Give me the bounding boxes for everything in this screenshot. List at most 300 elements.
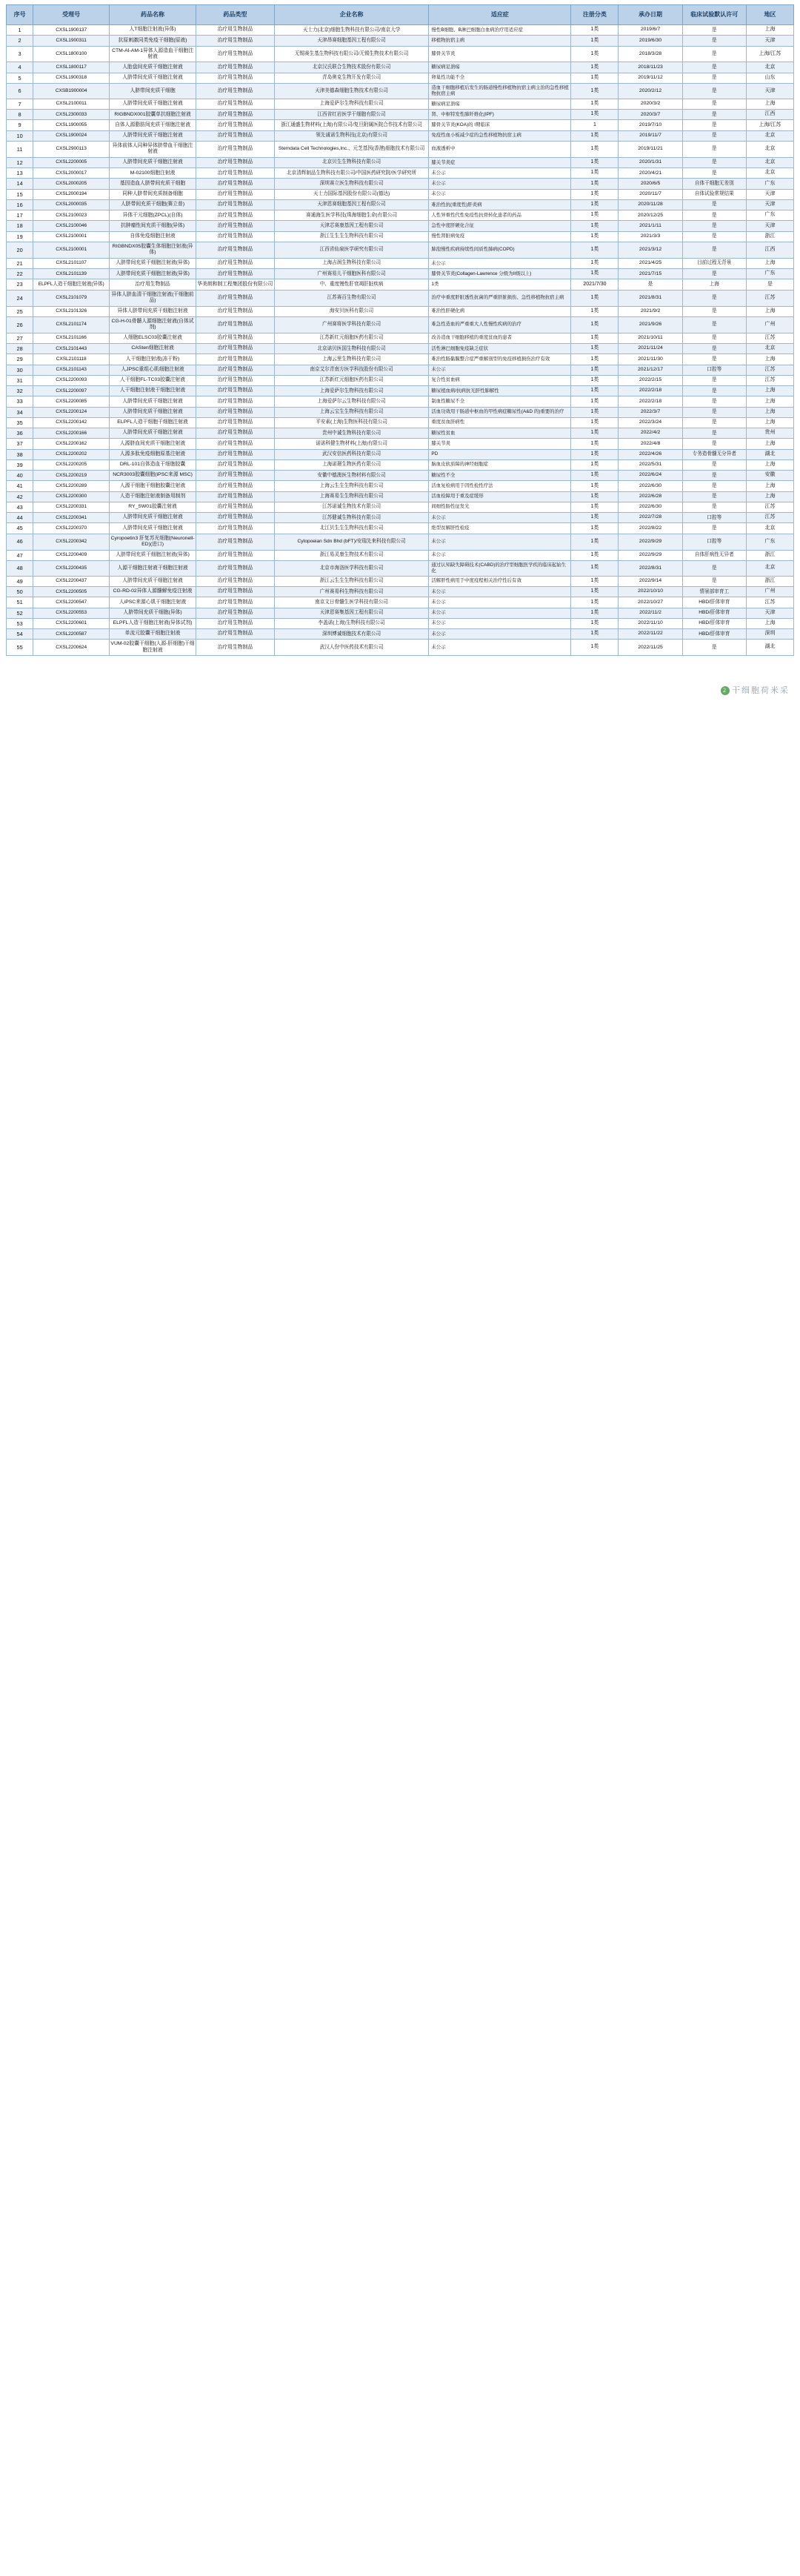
table-cell: 8 xyxy=(7,110,33,120)
column-header-drug-type: 药品类型 xyxy=(196,5,274,25)
table-cell: 糖尿植血病/抗病抗光肝性肺解性 xyxy=(429,386,571,396)
table-cell: 中、重度慢性肝衰竭肝脏疾病 xyxy=(274,279,429,290)
table-cell: 治疗用生物制品 xyxy=(196,25,274,36)
table-cell: CXSL2900113 xyxy=(33,141,110,157)
table-cell: 抗原刺激同类免疫干细胞(原液) xyxy=(110,36,196,46)
table-cell: 平安素(上海)生物医科技有限公司 xyxy=(274,417,429,428)
table-cell: 是 xyxy=(682,560,746,576)
table-cell: 糖尿性不全 xyxy=(429,471,571,481)
table-row xyxy=(7,269,794,279)
table-cell: 自体免疫细胞注射液 xyxy=(110,231,196,242)
table-cell: 是 xyxy=(682,99,746,109)
table-cell: 1类 xyxy=(571,417,619,428)
table-cell: 天士力(北京)细胞生物科技有限公司/南京大学 xyxy=(274,25,429,36)
table-cell: 天津 xyxy=(746,83,793,99)
table-cell: 江苏 xyxy=(746,365,793,375)
table-body xyxy=(7,25,794,656)
table-cell: 治疗用生物制品 xyxy=(196,231,274,242)
table-cell: 北京诺贝医国生物科技有限公司 xyxy=(274,344,429,354)
table-cell: 治疗用生物制品 xyxy=(196,168,274,179)
table-cell: 人脐带间充质干细胞注射液 xyxy=(110,396,196,407)
table-row xyxy=(7,471,794,481)
table-cell: 天津恩赛细胞基因工程有限公司 xyxy=(274,199,429,210)
table-cell: 17 xyxy=(7,210,33,221)
table-cell: 糖尿性贫血 xyxy=(429,428,571,439)
table-cell: 47 xyxy=(7,550,33,560)
table-row xyxy=(7,189,794,199)
table-cell: 2018/3/28 xyxy=(619,46,682,62)
table-row xyxy=(7,502,794,512)
table-cell: CXSL1900055 xyxy=(33,120,110,130)
table-cell: 治疗用生物制品 xyxy=(196,316,274,333)
table-cell: 是 xyxy=(682,439,746,449)
table-cell: 天津芯赛康基因工程有限公司 xyxy=(274,221,429,231)
table-cell: 治疗用生物制品 xyxy=(196,629,274,640)
table-row xyxy=(7,560,794,576)
table-cell: 人JPSC重组心肌细胞注射液 xyxy=(110,365,196,375)
column-header-registration-class: 注册分类 xyxy=(571,5,619,25)
table-cell: 异体前体人同种异体脐带血干细胞注射液 xyxy=(110,141,196,157)
table-cell: 是 xyxy=(682,46,746,62)
table-row xyxy=(7,258,794,268)
table-cell: 北京 xyxy=(746,130,793,141)
table-cell: 2022/10/10 xyxy=(619,587,682,597)
table-cell: 人脐带间充质干细胞注射液 xyxy=(110,130,196,141)
table-cell: 人脐带间充质干细胞注射液 xyxy=(110,523,196,534)
table-cell: 治疗用生物制品 xyxy=(196,73,274,83)
table-cell: 2021/4/25 xyxy=(619,258,682,268)
table-cell: RIGBNDX001胶囊单抗细胞注射液 xyxy=(110,110,196,120)
table-row xyxy=(7,407,794,417)
table-cell: 38 xyxy=(7,449,33,459)
table-cell: CXSL2000194 xyxy=(33,189,110,199)
table-cell: 未公示 xyxy=(429,365,571,375)
table-cell: 治疗用生物制品 xyxy=(196,576,274,586)
table-cell: 46 xyxy=(7,534,33,550)
table-cell: 华美朗和制工程集团股份有限公司 xyxy=(196,279,274,290)
table-cell: 1类 xyxy=(571,179,619,189)
table-cell: 人脐带间充质干细胞(异体) xyxy=(110,608,196,618)
table-cell: 赛通海生医学科技(珠海细胞生命)有限公司 xyxy=(274,210,429,221)
table-cell: 南京文日骨髓生医学科技有限公司 xyxy=(274,597,429,608)
table-cell: 治疗用生物制品 xyxy=(196,618,274,628)
table-cell: 异体人脐血清干细胞注射液(干细胞前品) xyxy=(110,290,196,306)
table-cell: 治疗用生物制品 xyxy=(196,130,274,141)
table-cell: RY_SW01胶囊注射液 xyxy=(110,502,196,512)
table-cell: 领先诚诺生物科技(北京)有限公司 xyxy=(274,130,429,141)
table-cell: 30 xyxy=(7,365,33,375)
table-cell: 治疗用生物制品 xyxy=(196,189,274,199)
table-cell: 天津 xyxy=(746,199,793,210)
table-cell: 未公示 xyxy=(429,513,571,523)
table-cell: 2019/11/7 xyxy=(619,130,682,141)
table-row xyxy=(7,365,794,375)
table-cell: 是 xyxy=(682,73,746,83)
table-cell: 上海 xyxy=(746,99,793,109)
table-cell: 40 xyxy=(7,471,33,481)
table-cell: 人源干细胞注射液干细胞注射液 xyxy=(110,560,196,576)
table-cell: 2022/8/31 xyxy=(619,560,682,576)
table-cell: 9 xyxy=(7,120,33,130)
table-cell: 移植物抗宿主病 xyxy=(429,36,571,46)
table-cell: 治疗用生物制品 xyxy=(196,396,274,407)
table-row xyxy=(7,587,794,597)
table-cell: 天津 xyxy=(746,608,793,618)
table-cell: 2022/11/2 xyxy=(619,608,682,618)
table-cell: 是 xyxy=(746,279,793,290)
table-cell: 是 xyxy=(682,491,746,502)
table-cell: 1类 xyxy=(571,83,619,99)
table-cell: 江苏 xyxy=(746,513,793,523)
table-row xyxy=(7,110,794,120)
table-cell: 治疗用生物制品 xyxy=(196,481,274,491)
table-cell: 治疗用生物制品 xyxy=(196,640,274,656)
table-cell: 治疗用生物制品 xyxy=(196,459,274,470)
table-cell: 人细胞ELSC03胶囊注射液 xyxy=(110,333,196,343)
table-row xyxy=(7,46,794,62)
table-cell: 1类 xyxy=(571,560,619,576)
table-cell: 糖尿病足溃疡 xyxy=(429,62,571,73)
table-cell: 2022/11/25 xyxy=(619,640,682,656)
table-row xyxy=(7,534,794,550)
table-cell: 口腔等 xyxy=(682,513,746,523)
table-cell: 未公示 xyxy=(429,629,571,640)
table-cell: CXSL2200547 xyxy=(33,597,110,608)
table-cell: 膝骨关节炎 xyxy=(429,46,571,62)
table-cell: 治疗用生物制品 xyxy=(196,491,274,502)
table-cell: CXSL2100023 xyxy=(33,210,110,221)
table-cell: 造血干细胞移植后发生的肠道慢性移植物抗宿主病主治的急性移植物抗宿主病 xyxy=(429,83,571,99)
table-cell: 治疗用生物制品 xyxy=(196,157,274,167)
table-cell: CXSL2101143 xyxy=(33,365,110,375)
table-cell: CXSL2200601 xyxy=(33,618,110,628)
table-cell: 北江贝生生生物科技有限公司 xyxy=(274,523,429,534)
table-cell: 人源多肽免疫细胞原基注射液 xyxy=(110,449,196,459)
table-cell: 是 xyxy=(682,523,746,534)
table-cell: 治疗用生物制品 xyxy=(196,365,274,375)
table-cell: 江苏 xyxy=(746,597,793,608)
table-cell: 1类 xyxy=(571,513,619,523)
table-cell: 2022/9/29 xyxy=(619,534,682,550)
table-cell: 未公示 xyxy=(429,189,571,199)
table-cell: 未公示 xyxy=(429,258,571,268)
table-cell: 42 xyxy=(7,491,33,502)
table-cell: 1类 xyxy=(571,141,619,157)
header-row xyxy=(7,5,794,25)
table-cell: 16 xyxy=(7,199,33,210)
table-cell: 基因造血人脐带间充质干细胞 xyxy=(110,179,196,189)
table-cell: 11 xyxy=(7,141,33,157)
table-cell: 人脐带间充质干细胞 xyxy=(110,83,196,99)
table-cell: 目前过程无背景 xyxy=(682,258,746,268)
table-cell: 上海/江苏 xyxy=(746,120,793,130)
table-cell: 27 xyxy=(7,333,33,343)
table-cell: 治疗用生物制品 xyxy=(196,560,274,576)
table-cell: 未公示 xyxy=(429,640,571,656)
table-cell: 2021/9/26 xyxy=(619,316,682,333)
column-header-acceptance-number: 受理号 xyxy=(33,5,110,25)
table-cell: 治疗用生物制品 xyxy=(196,407,274,417)
table-cell: 人脐带间充质干细胞注射液 xyxy=(110,73,196,83)
table-cell: 2020/1/31 xyxy=(619,157,682,167)
table-cell: 1类 xyxy=(571,221,619,231)
table-cell: 人源脐血间充质干细胞注射液 xyxy=(110,439,196,449)
table-cell: 人源干细胞干细胞胶囊注射液 xyxy=(110,481,196,491)
table-cell: 治疗用生物制品 xyxy=(196,587,274,597)
table-cell: 1类 xyxy=(571,640,619,656)
table-cell: CXSL2200166 xyxy=(33,428,110,439)
table-cell: 2022/11/10 xyxy=(619,618,682,628)
table-cell: 26 xyxy=(7,316,33,333)
table-cell: 无锡赛生基生物科技有限公司/无锡生物技术有限公司 xyxy=(274,46,429,62)
table-cell: 2019/6/7 xyxy=(619,25,682,36)
table-cell: 诺诺科健生物材料(上海)有限公司 xyxy=(274,439,429,449)
table-cell: 2021/3/12 xyxy=(619,242,682,258)
table-row xyxy=(7,62,794,73)
table-row xyxy=(7,83,794,99)
table-cell: 人脐带间充质干细胞注射液(异体) xyxy=(110,269,196,279)
table-cell: 是 xyxy=(682,120,746,130)
table-cell: 是 xyxy=(682,290,746,306)
table-cell: 江苏新红元细胞医药有限公司 xyxy=(274,333,429,343)
table-cell: 口腔等 xyxy=(682,365,746,375)
table-row xyxy=(7,25,794,36)
table-cell: M-02100细胞注射液 xyxy=(110,168,196,179)
table-cell: 治疗用生物制品 xyxy=(196,417,274,428)
table-cell: 1类 xyxy=(571,375,619,385)
table-cell: 人造干细胞注射液制备用制剂 xyxy=(110,491,196,502)
table-cell: 1类 xyxy=(571,386,619,396)
table-cell: 难治性肠黏膜整合症严重解剖型的免疫移植损伤治疗有效 xyxy=(429,354,571,365)
table-cell: 安徽 xyxy=(746,471,793,481)
table-cell: 复合性贫血病 xyxy=(429,375,571,385)
table-cell: CXSL2300033 xyxy=(33,110,110,120)
table-cell: 北京 xyxy=(746,560,793,576)
table-cell: 是 xyxy=(682,62,746,73)
table-cell: 北京 xyxy=(746,168,793,179)
table-cell: 天津昂赛细胞基因工程有限公司 xyxy=(274,36,429,46)
table-row xyxy=(7,597,794,608)
table-cell: 江苏 xyxy=(746,333,793,343)
table-cell: 12 xyxy=(7,157,33,167)
table-row xyxy=(7,439,794,449)
table-cell: 2021/3/3 xyxy=(619,231,682,242)
table-cell: 35 xyxy=(7,417,33,428)
table-cell: 1类 xyxy=(571,449,619,459)
table-cell: 1类 xyxy=(571,210,619,221)
table-cell: 上海 xyxy=(682,279,746,290)
table-cell: 是 xyxy=(682,428,746,439)
table-cell: 是 xyxy=(682,316,746,333)
table-cell: 是 xyxy=(682,386,746,396)
table-cell: 治疗用生物制品 xyxy=(196,333,274,343)
table-cell: 北京贝生生物科技有限公司 xyxy=(274,157,429,167)
table-cell: 是 xyxy=(682,25,746,36)
column-header-accept-date: 承办日期 xyxy=(619,5,682,25)
table-cell: CXSL2101174 xyxy=(33,316,110,333)
table-row xyxy=(7,640,794,656)
table-cell: CASten细胞注射液 xyxy=(110,344,196,354)
table-cell: 2022/3/7 xyxy=(619,407,682,417)
table-cell: 难治性抗(重度性)肝炎病 xyxy=(429,199,571,210)
column-header-company: 企业名称 xyxy=(274,5,429,25)
table-cell: 1类 xyxy=(571,428,619,439)
table-cell: CXSL1800117 xyxy=(33,62,110,73)
table-cell: CXSL1900024 xyxy=(33,130,110,141)
table-cell: 49 xyxy=(7,576,33,586)
table-cell: 是 xyxy=(682,417,746,428)
table-cell: 未公示 xyxy=(429,618,571,628)
table-row xyxy=(7,168,794,179)
table-cell: 1类 xyxy=(571,269,619,279)
table-cell: 1类 xyxy=(571,597,619,608)
table-cell: CXSL2200142 xyxy=(33,417,110,428)
table-cell: 上海爱萨尔生物科技有限公司 xyxy=(274,386,429,396)
table-cell: 上海 xyxy=(746,481,793,491)
table-cell: 未公示 xyxy=(429,587,571,597)
table-cell: CXSL2101079 xyxy=(33,290,110,306)
table-cell: 是 xyxy=(682,83,746,99)
table-cell: 上海 xyxy=(746,25,793,36)
table-cell: 2020/11/7 xyxy=(619,189,682,199)
table-cell: 北京 xyxy=(746,344,793,354)
table-cell: 慢性肾脏病免疫 xyxy=(429,231,571,242)
table-cell: 上海 xyxy=(746,491,793,502)
table-cell: 间细性肠性征发光 xyxy=(429,502,571,512)
table-cell: 是 xyxy=(682,640,746,656)
table-cell: 天津 xyxy=(746,221,793,231)
table-cell: 1类 xyxy=(571,344,619,354)
table-cell: 上海云生生生物科技有限公司 xyxy=(274,481,429,491)
table-cell: 治疗用生物制品 xyxy=(196,110,274,120)
table-cell: 1类 xyxy=(571,502,619,512)
table-row xyxy=(7,36,794,46)
table-cell: 1类 xyxy=(571,333,619,343)
table-cell: 治疗用生物制品 xyxy=(196,523,274,534)
table-cell: 37 xyxy=(7,439,33,449)
table-cell: 改善造血干细胞移植的重度贫血的患者 xyxy=(429,333,571,343)
table-cell: 是 xyxy=(682,269,746,279)
table-cell: 是 xyxy=(682,242,746,258)
table-cell: 人性异重性代性免疫性抗骨转化患者的药品 xyxy=(429,210,571,221)
table-cell: CXSL2200331 xyxy=(33,502,110,512)
table-cell: 2022/4/2 xyxy=(619,428,682,439)
table-cell: 人脐带间充质干细胞注射液 xyxy=(110,407,196,417)
table-cell: 自体试验常规结果 xyxy=(682,189,746,199)
table-cell: 1类 xyxy=(571,576,619,586)
table-cell: 湖北 xyxy=(746,640,793,656)
table-cell: 41 xyxy=(7,481,33,491)
table-cell: 29 xyxy=(7,354,33,365)
table-cell: 1类 xyxy=(571,46,619,62)
table-cell: 33 xyxy=(7,396,33,407)
table-cell: CXSL2200342 xyxy=(33,534,110,550)
watermark xyxy=(721,684,790,696)
table-cell: 2022/6/24 xyxy=(619,471,682,481)
table-cell: 山东 xyxy=(746,73,793,83)
table-row xyxy=(7,141,794,157)
table-cell: 2019/11/12 xyxy=(619,73,682,83)
table-cell: 2019/7/10 xyxy=(619,120,682,130)
table-cell: 天津恩赛集基因工程有限公司 xyxy=(274,608,429,618)
table-cell: CXSL2101139 xyxy=(33,269,110,279)
table-cell: CXSL2200553 xyxy=(33,608,110,618)
table-cell: 2021/11/30 xyxy=(619,354,682,365)
table-cell: 治疗用生物制品 xyxy=(196,439,274,449)
table-cell: 人脐带间充质干细胞注射液 xyxy=(110,428,196,439)
table-cell: 2022/11/22 xyxy=(619,629,682,640)
table-cell: 2021/7/15 xyxy=(619,269,682,279)
table-cell: 54 xyxy=(7,629,33,640)
table-cell: 上海 xyxy=(746,386,793,396)
table-row xyxy=(7,608,794,618)
table-cell: 24 xyxy=(7,290,33,306)
table-cell: 难治性肝硬化病 xyxy=(429,306,571,316)
table-cell: 53 xyxy=(7,618,33,628)
table-cell: 1类 xyxy=(571,523,619,534)
table-cell: 1 xyxy=(571,120,619,130)
table-cell: 贵州中诚生物科技有限公司 xyxy=(274,428,429,439)
table-cell: 治疗用生物制品 xyxy=(196,344,274,354)
table-cell: CXSL2100011 xyxy=(33,99,110,109)
table-cell: 单流元胶囊干细胞注射液 xyxy=(110,629,196,640)
table-cell: 50 xyxy=(7,587,33,597)
table-cell: 治疗用生物制品 xyxy=(196,83,274,99)
table-cell: 2021/8/31 xyxy=(619,290,682,306)
table-row xyxy=(7,199,794,210)
table-cell: 2020/3/7 xyxy=(619,110,682,120)
table-cell: 是 xyxy=(682,576,746,586)
table-cell: CXSL2200505 xyxy=(33,587,110,597)
table-cell: 1类 xyxy=(571,99,619,109)
table-cell: CXSL2200289 xyxy=(33,481,110,491)
table-cell: 人脐带间充质干细胞注射液 xyxy=(110,157,196,167)
table-cell: 上海爱萨尔生物科技有限公司 xyxy=(274,99,429,109)
table-cell: 15 xyxy=(7,189,33,199)
table-cell: 1类 xyxy=(571,168,619,179)
table-row xyxy=(7,513,794,523)
table-cell: CXSL2200435 xyxy=(33,560,110,576)
table-cell: 上海诺璟生物医药有限公司 xyxy=(274,459,429,470)
table-cell: 2018/11/23 xyxy=(619,62,682,73)
table-cell: 2021/7/30 xyxy=(571,279,619,290)
table-cell: 14 xyxy=(7,179,33,189)
table-cell: 人干细胞FL-TC03胶囊注射液 xyxy=(110,375,196,385)
table-cell: 1类 xyxy=(571,629,619,640)
table-cell: 绝型贫解肝性检疫 xyxy=(429,523,571,534)
table-cell: 是 xyxy=(682,481,746,491)
table-cell: CXSL1900318 xyxy=(33,73,110,83)
table-cell: 广州 xyxy=(746,316,793,333)
table-cell: 1类 xyxy=(429,279,571,290)
table-cell: 人脐带间充质干细胞(赛立普) xyxy=(110,199,196,210)
column-header-indication: 适应症 xyxy=(429,5,571,25)
table-cell: 7 xyxy=(7,99,33,109)
table-cell: CXSL2200097 xyxy=(33,386,110,396)
table-row xyxy=(7,576,794,586)
table-cell: 1类 xyxy=(571,231,619,242)
table-cell: 上海吉润生物科技有限公司 xyxy=(274,258,429,268)
table-cell: 是 xyxy=(682,375,746,385)
table-cell: 自体干细胞无差别 xyxy=(682,179,746,189)
table-row xyxy=(7,491,794,502)
table-cell: 同种人脐带间充质制备细胞 xyxy=(110,189,196,199)
table-cell: CXSL2200202 xyxy=(33,449,110,459)
table-cell: CXSL1800100 xyxy=(33,46,110,62)
table-cell: 治疗用生物制品 xyxy=(196,179,274,189)
table-cell: 31 xyxy=(7,375,33,385)
table-cell: PD xyxy=(429,449,571,459)
